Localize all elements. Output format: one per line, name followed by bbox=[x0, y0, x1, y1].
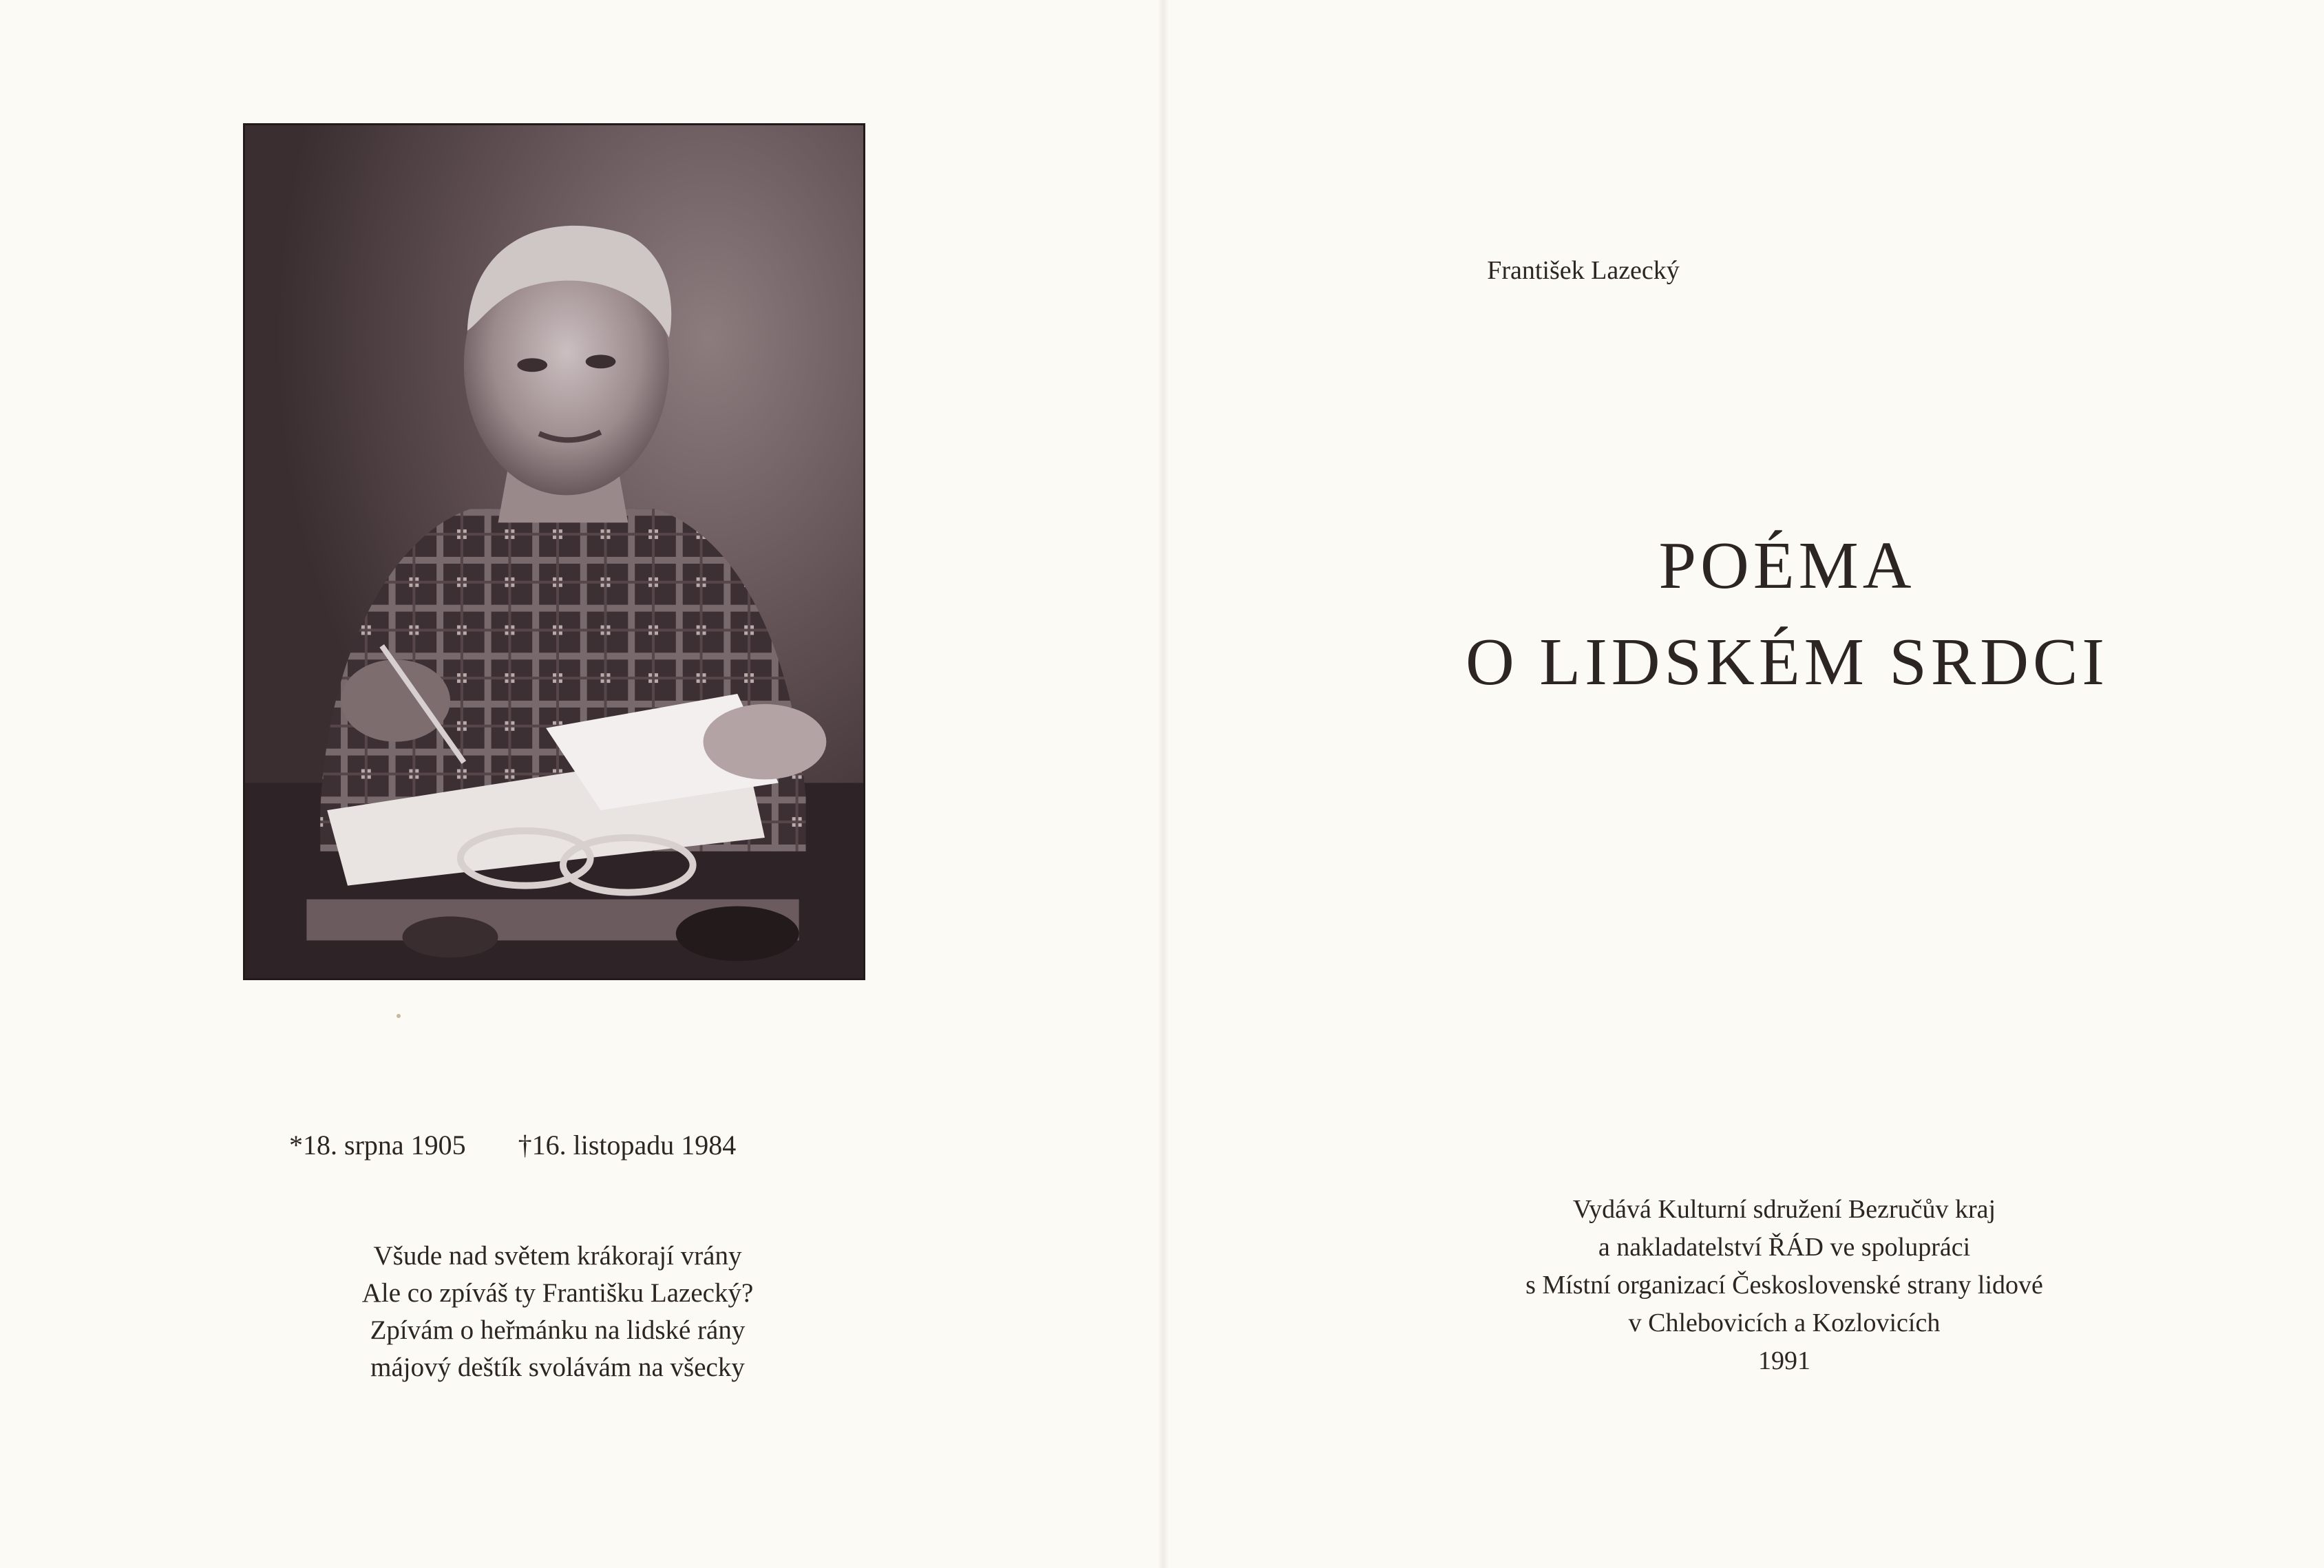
poem-line: Zpívám o heřmánku na lidské rány bbox=[370, 1315, 746, 1345]
poem-line: Ale co zpíváš ty Františku Lazecký? bbox=[361, 1278, 754, 1308]
poem-line: májový deštík svolávám na všecky bbox=[370, 1353, 745, 1382]
author-name: František Lazecký bbox=[1487, 256, 1680, 285]
birth-date: *18. srpna 1905 bbox=[289, 1130, 466, 1161]
life-dates bbox=[289, 1129, 909, 1161]
portrait-photo bbox=[243, 123, 865, 980]
book-title bbox=[1305, 518, 2269, 710]
death-date: †16. listopadu 1984 bbox=[518, 1130, 737, 1161]
publication-year: 1991 bbox=[1758, 1346, 1810, 1375]
imprint-line: Vydává Kulturní sdružení Bezručův kraj bbox=[1572, 1195, 1996, 1224]
title-line: POÉMA bbox=[1658, 529, 1916, 603]
epigraph-poem bbox=[289, 1238, 826, 1386]
publisher-imprint bbox=[1371, 1191, 2197, 1380]
poem-line: Všude nad světem krákorají vrány bbox=[373, 1241, 742, 1271]
imprint-line: s Místní organizací Československé strany lidové bbox=[1525, 1271, 2043, 1300]
title-line: O LIDSKÉM SRDCI bbox=[1466, 625, 2109, 699]
imprint-line: v Chlebovicích a Kozlovicích bbox=[1628, 1309, 1941, 1337]
portrait-photo-image bbox=[245, 125, 863, 978]
paper-speck bbox=[397, 1014, 401, 1018]
imprint-line: a nakladatelství ŘÁD ve spolupráci bbox=[1598, 1233, 1971, 1262]
